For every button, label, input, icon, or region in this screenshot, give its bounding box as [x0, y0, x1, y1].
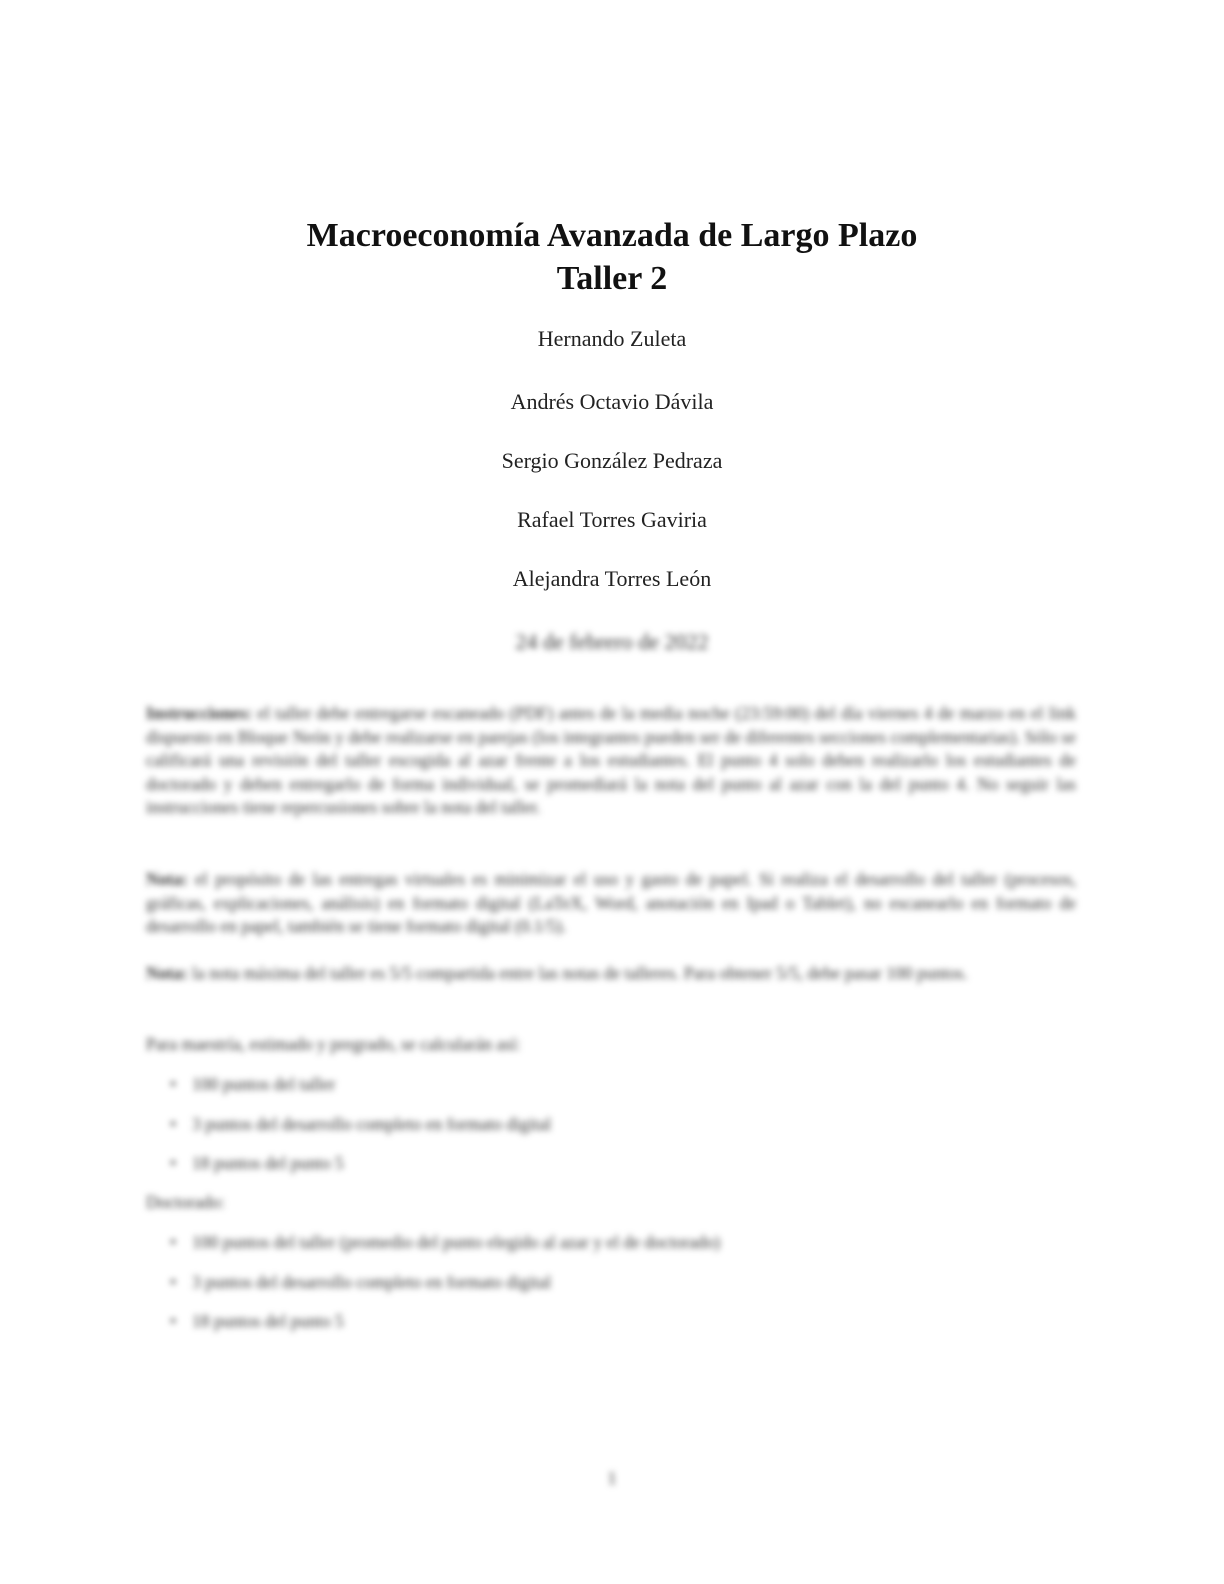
note-text-2: la nota máxima del taller es 5/5 compartida entre las notas de talleres. Para obtener 5/5, debe pasar 100 puntos.: [192, 963, 968, 983]
note-paragraph-1: [146, 868, 1076, 939]
instructions-label: Instrucciones:: [146, 703, 252, 723]
list-doctorate: [170, 1230, 720, 1349]
author-4: Rafael Torres Gaviria: [517, 507, 707, 532]
document-date: 24 de febrero de 2022: [515, 629, 709, 654]
note-label-1: Nota:: [146, 869, 188, 889]
author-1: Hernando Zuleta: [537, 326, 687, 351]
instructions-paragraph: [146, 702, 1076, 820]
note-paragraph-2: [146, 962, 1076, 986]
calc-intro: Para maestría, estimado y pregrado, se calcularán así:: [146, 1034, 521, 1054]
author-2: Andrés Octavio Dávila: [510, 389, 714, 414]
list-item: • 100 puntos del taller: [170, 1074, 336, 1094]
list-item: • 100 puntos del taller (promedio del punto elegido al azar y el de doctorado): [170, 1232, 721, 1252]
list-item: • 3 puntos del desarrollo completo en formato digital: [170, 1113, 552, 1134]
page-number: 1: [607, 1468, 617, 1488]
list-item: • 18 puntos del punto 5: [170, 1153, 344, 1173]
document-subtitle: Taller 2: [556, 260, 668, 297]
instructions-text: el taller debe entregarse escaneado (PDF) antes de la media noche (23:59:00) del día viernes 4 de marzo en el link dispuesto en Bloque Neón y debe realizarse en parejas (los integrantes pueden ser de diferentes secciones complementarias). Sólo se calificará una revisión del taller escogida al azar frente a los estudiantes. El punto 4 solo deben realizarlo los estudiantes de doctorado y deben entregarlo de forma individual, se promediará la nota del punto al azar con la del punto 4. No seguir las instrucciones tiene repercusiones sobre la nota del taller.: [146, 703, 1076, 817]
list-item: • 18 puntos del punto 5: [170, 1311, 344, 1331]
author-3: Sergio González Pedraza: [501, 448, 723, 473]
note-label-2: Nota:: [146, 963, 188, 983]
document-title: Macroeconomía Avanzada de Largo Plazo: [306, 217, 918, 254]
list-masters: [170, 1072, 551, 1191]
author-5: Alejandra Torres León: [512, 566, 712, 591]
note-text-1: el propósito de las entregas virtuales es minimizar el uso y gasto de papel. Si realiza el desarrollo del taller (procesos, gráficas, explicaciones, análisis) en formato digital (LaTeX, Word, anotación en Ipad o Tablet), no escanearlo en formato de desarrollo en papel, también se tiene formato digital (0.1/5).: [146, 869, 1077, 936]
list-item: • 3 puntos del desarrollo completo en formato digital: [170, 1271, 552, 1292]
doctorate-label: Doctorado:: [146, 1192, 225, 1212]
